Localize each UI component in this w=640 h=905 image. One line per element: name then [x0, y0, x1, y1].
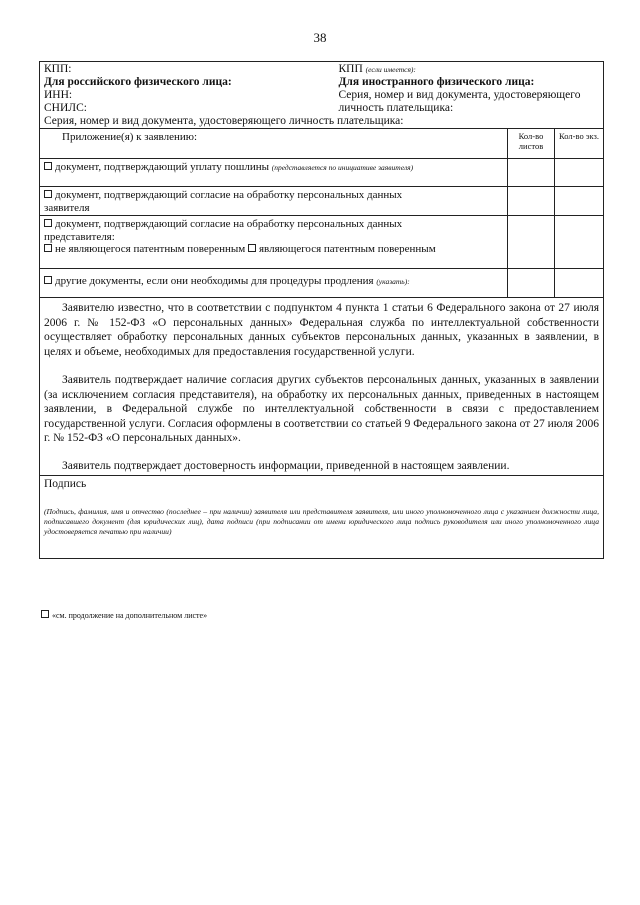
copies-cell	[554, 216, 603, 268]
snils-label: СНИЛС:	[44, 102, 87, 114]
copies-cell	[554, 159, 603, 186]
kpp-row	[40, 62, 603, 76]
series-doc-row	[40, 115, 603, 128]
checkbox-icon[interactable]	[44, 244, 52, 252]
series-doc-label: Серия, номер и вид документа, удостоверяющего личность плательщика:	[44, 115, 404, 127]
kpp-right-label: КПП	[338, 63, 363, 75]
russian-person-heading: Для российского физического лица:	[44, 76, 232, 88]
item-other-label: другие документы, если они необходимы для процедуры продления	[55, 275, 374, 287]
person-types-row	[40, 76, 603, 115]
col-sheets-header: Кол-во листов	[507, 129, 554, 158]
consent-section	[40, 297, 603, 475]
option-patent-attorney: являющегося патентным поверенным	[258, 243, 436, 255]
attachments-header-row	[40, 128, 603, 158]
checkbox-icon[interactable]	[41, 610, 49, 618]
application-form	[39, 61, 604, 559]
sheets-cell	[507, 269, 554, 297]
attachment-row-representative-consent	[40, 215, 603, 268]
item-other-note: (указать):	[376, 277, 410, 286]
kpp-left-label: КПП:	[44, 63, 72, 75]
consent-paragraph-2: Заявитель подтверждает наличие согласия других субъектов персональных данных, указанных в заявлении (за исключением согласия представителя), на обработку их персональных данных, приведенных в настоящем заявлении, в Федеральной службе по интеллектуальной собственности в связи с предоставлением государственной услуги. Согласия оформлены в соответствии со статьей 9 Федерального закона от 27 июля 2006 г. № 152-ФЗ «О персональных данных».	[44, 374, 599, 444]
consent-paragraph-3: Заявитель подтверждает достоверность информации, приведенной в настоящем заявлении.	[62, 459, 510, 472]
sheets-cell	[507, 159, 554, 186]
foreign-person-heading: Для иностранного физического лица:	[338, 76, 535, 88]
signature-label: Подпись	[44, 478, 87, 490]
attachment-row-other	[40, 268, 603, 297]
checkbox-icon[interactable]	[44, 190, 52, 198]
sheets-cell	[507, 187, 554, 215]
option-not-patent-attorney: не являющегося патентным поверенным	[55, 243, 246, 255]
item-fee-label: документ, подтверждающий уплату пошлины	[55, 161, 270, 173]
attachments-title: Приложение(я) к заявлению:	[62, 131, 198, 143]
consent-paragraph-1: Заявителю известно, что в соответствии с подпунктом 4 пункта 1 статьи 6 Федерального закона от 27 июля 2006 г. № 152-ФЗ «О персональных данных» Федеральная служба по интеллектуальной собственности осуществляет обработку персональных данных субъектов персональных данных, указанных в заявлении, в целях и объеме, необходимых для предоставления государственной услуги.	[44, 302, 599, 358]
attachment-row-applicant-consent	[40, 186, 603, 215]
continuation-note	[41, 610, 207, 620]
item-representative-consent-label: документ, подтверждающий согласие на обработку персональных данных представителя:	[44, 218, 403, 243]
item-fee-note: (представляется по инициативе заявителя)	[271, 163, 414, 172]
item-applicant-consent-label: документ, подтверждающий согласие на обработку персональных данных заявителя	[44, 189, 403, 214]
attachment-row-fee	[40, 158, 603, 186]
continuation-label: «см. продолжение на дополнительном листе»	[52, 611, 208, 620]
sheets-cell	[507, 216, 554, 268]
checkbox-icon[interactable]	[44, 276, 52, 284]
inn-label: ИНН:	[44, 89, 73, 101]
kpp-right-note: (если имеется):	[365, 65, 416, 74]
page-number: 38	[313, 30, 327, 45]
copies-cell	[554, 269, 603, 297]
signature-note: (Подпись, фамилия, имя и отчество (последнее – при наличии) заявителя или представителя заявителя, или иного уполномоченного лица с указанием должности лица, подписавшего документ (для юридических лиц), дата подписи (при подписании от имени юридического лица подпись руководителя или иного уполномоченного лица удостоверяется печатью при наличии)	[44, 507, 599, 536]
foreign-doc-label: Серия, номер и вид документа, удостоверяющего личность плательщика:	[338, 89, 581, 114]
checkbox-icon[interactable]	[44, 219, 52, 227]
col-copies-header: Кол-во экз.	[554, 129, 603, 158]
checkbox-icon[interactable]	[44, 162, 52, 170]
signature-section	[40, 475, 603, 558]
checkbox-icon[interactable]	[248, 244, 256, 252]
copies-cell	[554, 187, 603, 215]
